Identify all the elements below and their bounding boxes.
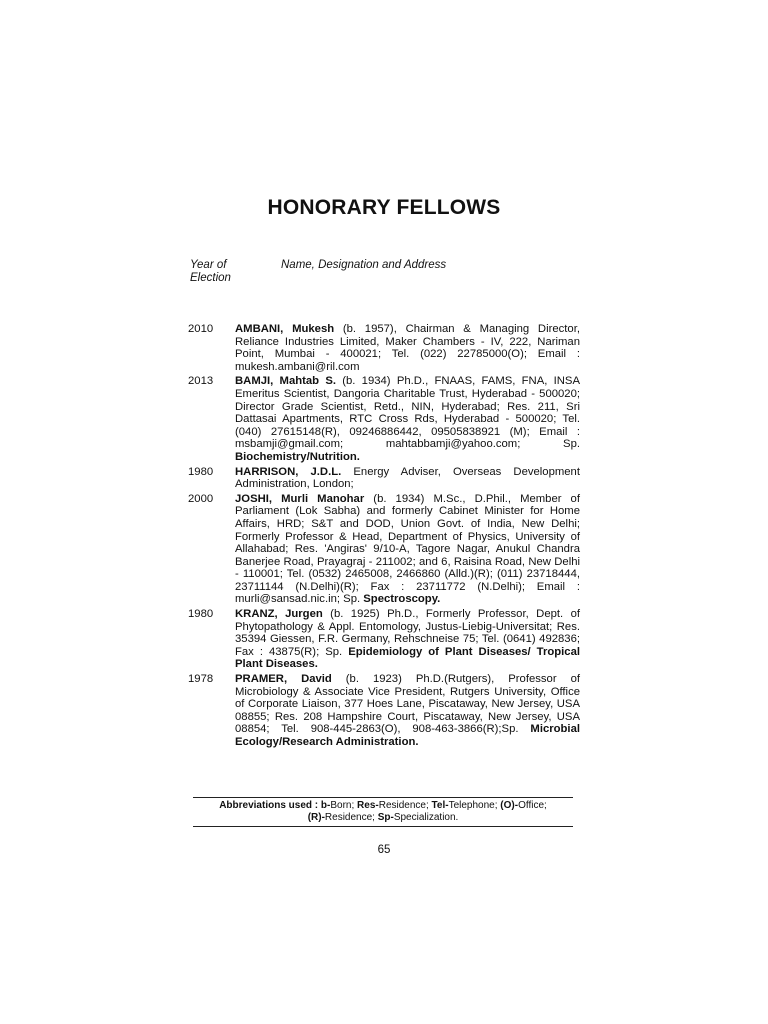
election-year: 1978 — [188, 673, 214, 686]
abbr-value: Office; — [518, 800, 547, 811]
page-title: HONORARY FELLOWS — [267, 196, 501, 219]
election-year: 2000 — [188, 492, 214, 505]
fellow-name: JOSHI, Murli Manohar — [235, 492, 365, 505]
fellow-name: KRANZ, Jurgen — [235, 608, 323, 621]
abbr-key: Sp- — [377, 812, 394, 823]
election-year: 1980 — [188, 608, 214, 621]
fellow-name: HARRISON, J.D.L. — [235, 465, 342, 478]
abbr-key: Tel- — [431, 800, 449, 811]
name-column-header: Name, Designation and Address — [281, 259, 447, 271]
abbreviations-label: Abbreviations used : — [219, 800, 321, 811]
specialization: Microbial Ecology/Research Administration. — [235, 723, 580, 748]
election-year: 2010 — [188, 323, 214, 335]
fellow-details: (b. 1957), Chairman & Managing Director, Reliance Industries Limited, Maker Chambers - IV, 222, Nariman Point, Mumbai - 400021; Tel. (022) 22785000(O); Email : mukesh.ambani@ril.com — [235, 323, 580, 373]
list-item — [188, 466, 580, 491]
abbr-value: Residence; — [378, 800, 432, 811]
page-number: 65 — [377, 844, 391, 856]
election-year: 2013 — [188, 375, 214, 388]
fellows-list — [188, 323, 580, 751]
list-item — [188, 493, 580, 606]
abbr-key: (R)- — [307, 812, 325, 823]
abbreviations-line-2 — [193, 812, 573, 824]
list-item — [188, 608, 580, 671]
fellow-details: (b. 1923) Ph.D.(Rutgers), Professor of Microbiology & Associate Vice President, Rutgers University, Office of Corporate Liaison, 377 Hoes Lane, Piscataway, New Jersey, USA 08855; Res. 208 Hampshire Court, Piscataway, New Jersey, USA 08854; Tel. 908-445-2863(O), 908-463-3866(R);Sp. — [235, 673, 580, 736]
abbr-key: b- — [320, 800, 331, 811]
specialization: Epidemiology of Plant Diseases/ Tropical Plant Diseases. — [235, 645, 580, 671]
election-year: 1980 — [188, 465, 214, 478]
abbr-key: Res- — [357, 800, 379, 811]
abbr-key: (O)- — [500, 800, 519, 811]
list-item — [188, 673, 580, 749]
list-item — [188, 375, 580, 463]
abbreviations-line-1 — [193, 800, 573, 812]
specialization: Biochemistry/Nutrition. — [235, 450, 360, 463]
specialization: Spectroscopy. — [363, 593, 441, 606]
fellow-details: Energy Adviser, Overseas Development Administration, London; — [235, 465, 580, 491]
abbr-value: Residence; — [324, 812, 378, 823]
fellow-name: AMBANI, Mukesh — [235, 323, 335, 335]
year-column-header: Year of Election — [190, 259, 231, 284]
list-item — [188, 323, 580, 373]
abbreviations-footnote — [193, 797, 573, 827]
abbr-value: Born; — [330, 800, 358, 811]
fellow-name: BAMJI, Mahtab S. — [235, 375, 336, 388]
fellow-details: (b. 1934) M.Sc., D.Phil., Member of Parliament (Lok Sabha) and formerly Cabinet Minister for Home Affairs, HRD; S&T and DOD, Union Govt. of India, New Delhi; Formerly Professor & Head, Department of Physics, University of Allahabad; Res. 'Angiras' 9/10-A, Tagore Nagar, Anukul Chandra Banerjee Road, Prayagraj - 211002; and 6, Raisina Road, New Delhi - 110001; Tel. (0532) 2465008, 2466860 (Alld.)(R); (011) 23718444, 23711144 (N.Delhi)(R); Fax : 23711772 (N.Delhi); Email : murli@sansad.nic.in; Sp. — [235, 492, 580, 606]
fellow-details: (b. 1934) Ph.D., FNAAS, FAMS, FNA, INSA Emeritus Scientist, Dangoria Charitable Trust, Hyderabad - 500020; Director Grade Scientist, Retd., NIN, Hyderabad; Res. 211, Sri Dattasai Apartments, RTC Cross Rds, Hyderabad - 500020; Tel. (040) 27615148(R), 09246886442, 09505838921 (M); Email : msbamji@gmail.com; mahtabbamji@yahoo.com; Sp. — [235, 375, 580, 451]
abbr-value: Specialization. — [393, 812, 459, 823]
abbr-value: Telephone; — [448, 800, 501, 811]
fellow-name: PRAMER, David — [235, 673, 332, 686]
fellow-details: (b. 1925) Ph.D., Formerly Professor, Dept. of Phytopathology & Appl. Entomology, Justus-Liebig-Universitat; Res. 35394 Giessen, F.R. Germany, Rehschneise 75; Tel. (0641) 492836; Fax : 43875(R); Sp. — [235, 608, 580, 658]
